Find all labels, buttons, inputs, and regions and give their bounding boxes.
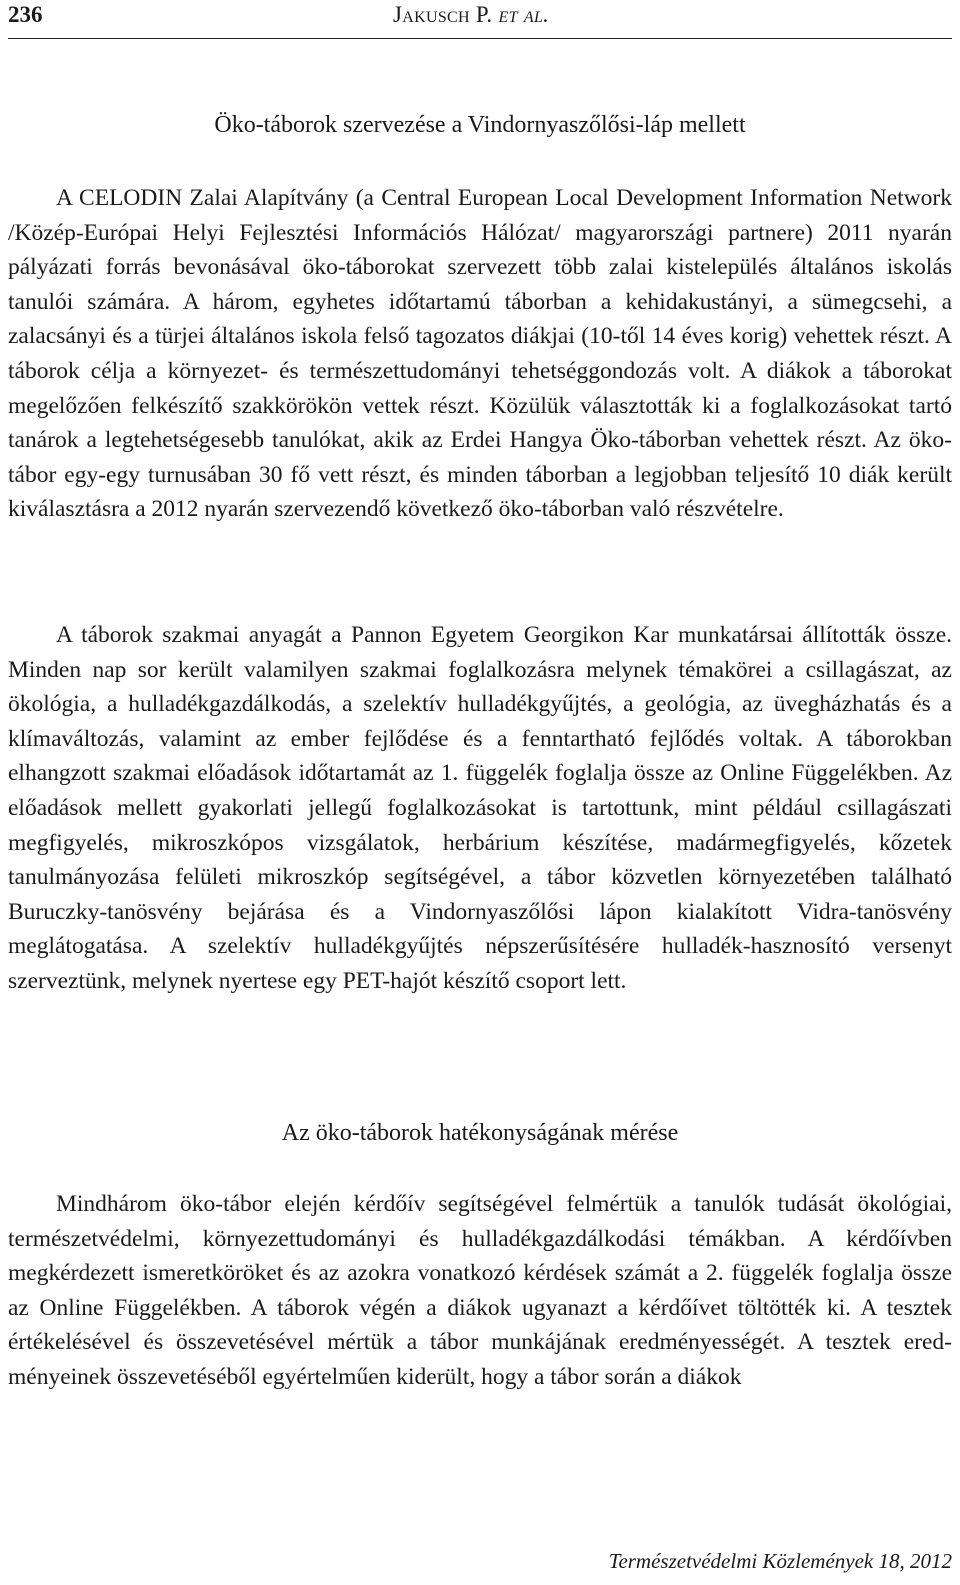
body-paragraph: Mindhárom öko-tábor elején kérdőív segítségével felmértük a tanulók tudását ökológiai, természetvédelmi, környezettudományi és hulladékgazdálkodási témákban. A kérdőívben megkérdezett ismeretköröket és az azokra vonatkozó kérdések számát a 2. függelék foglalja össze az Online Függelékben. A táborok végén a diákok ugyanazt a kérdőívet töltötték ki. A tesztek értékelésével és összevetésével mértük a tábor munkájának eredményességét. A tesztek eredményeinek összevetéséből egyértelműen kiderült, hogy a tábor során a diákok <box>8 1191 952 1390</box>
section-heading: Öko-táborok szervezése a Vindornyaszőlősi-láp mellett <box>214 112 746 138</box>
author-etal: et al. <box>498 2 550 27</box>
body-paragraph: A táborok szakmai anyagát a Pannon Egyetem Georgikon Kar munkatársai állították össze. Minden nap sor került valamilyen szakmai foglalkozásra melynek témakörei a csillagászat, az ökológia, a hulladékgazdálkodás, a szelektív hulladékgyűjtés, a geológia, az üvegházhatás és a klímaváltozás, valamint az ember fejlődése és a fenntartható fejlődés voltak. A táborokban elhangzott szakmai előadások időtartamát az 1. függelék foglalja össze az Online Függelékben. Az előadások mellett gyakorlati jellegű foglalkozásokat is tartottunk, mint például csillagászati megfigyelés, mikroszkópos vizsgálatok, herbárium készítése, madármegfigyelés, kőzetek tanulmányozása felületi mikroszkóp segítségével, a tábor közvetlen környezetében található Buruczky-tanösvény bejárása és a Vindornyaszőlősi lápon kialakított Vidra-tanösvény meglátogatása. A szelektív hulladékgyűjtés népszerűsítésére hulladék-hasznosító versenyt szerveztünk, melynek nyertese egy PET-hajót készítő csoport lett. <box>8 622 952 994</box>
page-number: 236 <box>8 2 43 27</box>
journal-footer: Természetvédelmi Közlemények 18, 2012 <box>608 1549 952 1573</box>
section-heading: Az öko-táborok hatékonyságának mérése <box>281 1120 679 1146</box>
running-head-authors <box>393 2 549 28</box>
author-name: Jakusch P. <box>393 2 493 27</box>
running-head <box>8 0 952 39</box>
body-paragraph: A CELODIN Zalai Alapítvány (a Central European Local Development Information Network /Közép-Európai Helyi Fejlesztési Információs Hálózat/ magyarországi partnere) 2011 nyarán pályázati forrás bevonásával öko-táborokat szervezett több zalai kistelepülés általános iskolás tanulói számára. A három, egyhetes időtartamú táborban a kehidakustányi, a sümegcsehi, a zalacsányi és a türjei általános iskola felső tagozatos diákjai (10-től 14 éves korig) vehettek részt. A táborok célja a környezet- és természettudományi tehetséggondozás volt. A diákok a táborokat megelőzően felkészítő szakkörökön vettek részt. Közülük választották ki a foglalkozásokat tartó tanárok a legtehetségesebb tanulókat, akik az Erdei Hangya Öko-táborban vehettek részt. Az öko-tábor egy-egy turnusában 30 fő vett részt, és minden táborban a legjobban teljesítő 10 diák került kiválasztásra a 2012 nyarán szervezendő következő öko-táborban való részvételre. <box>8 185 952 523</box>
